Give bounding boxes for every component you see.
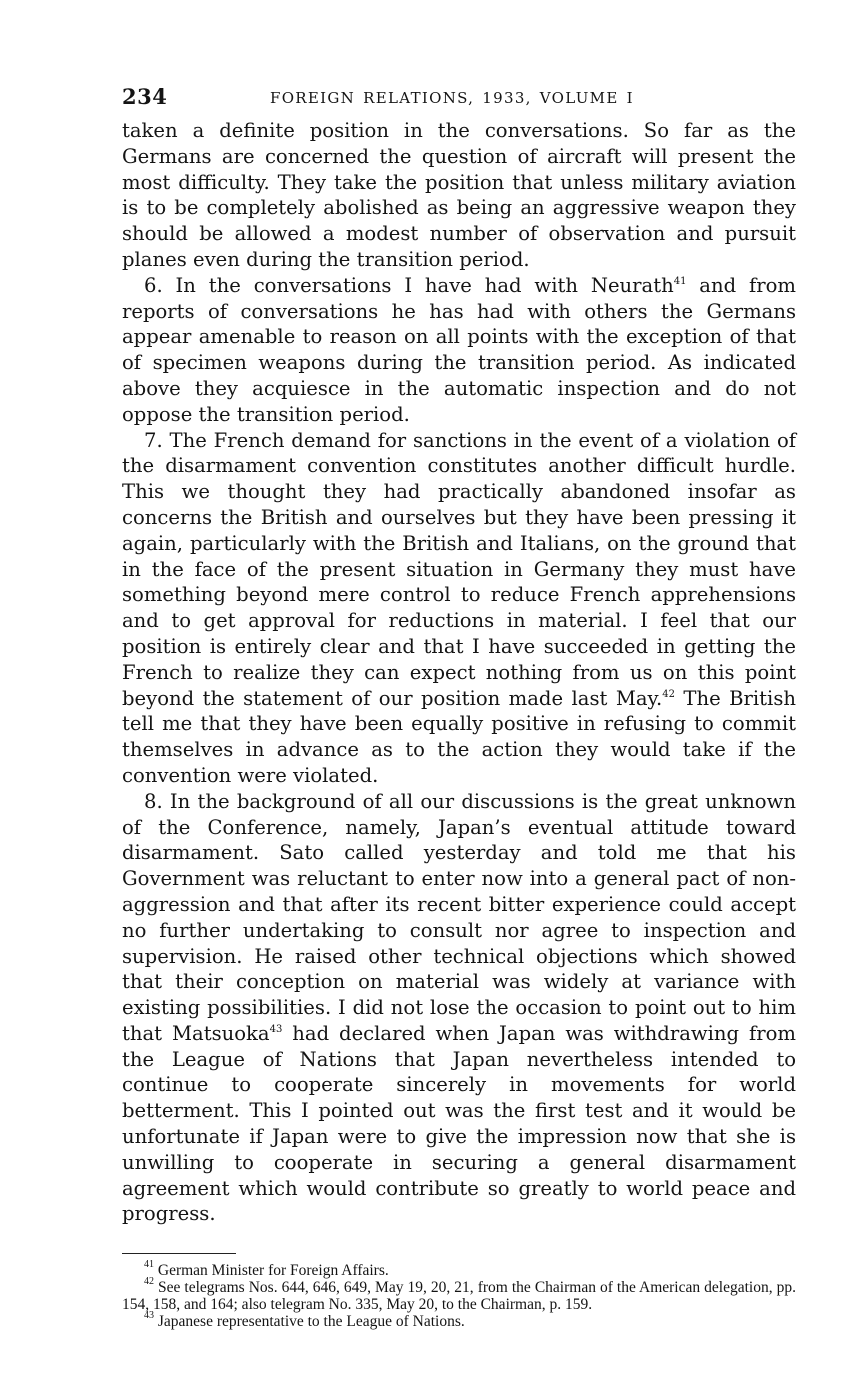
footnote-text: See telegrams Nos. 644, 646, 649, May 19, 20, 21, from the Chairman of the American delegation, pp. 154, 158, and 164; also telegram No. 335, May 20, to the Chairman, p. 159.	[122, 1279, 796, 1313]
footnote-mark: 42	[144, 1276, 154, 1288]
paragraph-text: taken a definite position in the conversations. So far as the Germans are concerned the question of aircraft will present the most difficulty. They take the position that unless military aviation is to be completely abolished as being an aggressive weapon they should be allowed a modest number of observation and pursuit planes even during the transition period.	[122, 119, 796, 271]
paragraph-continued	[122, 118, 796, 273]
footnote-mark: 43	[144, 1309, 154, 1321]
page-number: 234	[122, 84, 168, 109]
running-head: FOREIGN RELATIONS, 1933, VOLUME I	[270, 89, 634, 107]
page-header	[122, 84, 796, 118]
paragraph-7	[122, 428, 796, 789]
footnote-43	[122, 1309, 796, 1331]
footnote-text: German Minister for Foreign Affairs.	[154, 1262, 389, 1280]
body-text	[122, 118, 796, 1227]
paragraph-8	[122, 789, 796, 1228]
footnote-mark: 41	[144, 1259, 154, 1271]
footnote-reference: 42	[662, 688, 675, 700]
footnote-text: Japanese representative to the League of Nations.	[154, 1312, 465, 1330]
footnote-divider	[122, 1253, 236, 1254]
paragraph-text: and from reports of conversations he has had with others the Germans appear amenable to reason on all points with the exception of that of specimen weapons during the transition period. As indicated above they acquiesce in the automatic inspection and do not oppose the transition period.	[122, 273, 796, 426]
footnote-reference: 41	[673, 275, 687, 287]
paragraph-text: The British tell me that they have been equally positive in refusing to commit themselves in advance as to the action they would take if the convention were violated.	[122, 686, 797, 787]
footnotes	[122, 1259, 796, 1330]
footnote-42	[122, 1276, 796, 1314]
footnote-reference: 43	[269, 1023, 283, 1035]
paragraph-text: 7. The French demand for sanctions in the event of a violation of the disarmament convention constitutes another difficult hurdle. This we thought they had practically abandoned insofar as concerns the British and ourselves but they have been pressing it again, particularly with the British and Italians, on the ground that in the face of the present situation in Germany they must have something beyond mere control to reduce French apprehensions and to get approval for reductions in material. I feel that our position is entirely clear and that I have succeeded in getting the French to realize they can expect nothing from us on this point beyond the statement of our position made last May.	[122, 428, 796, 710]
footnote-41	[122, 1259, 796, 1280]
document-page	[122, 84, 796, 1330]
paragraph-text: 8. In the background of all our discussions is the great unknown of the Conference, namely, Japan’s eventual attitude toward disarmament. Sato called yesterday and told me that his Government was reluctant to enter now into a general pact of non-aggression and that after its recent bitter experience could accept no further undertaking to consult nor agree to inspection and supervision. He raised other technical objections which showed that their conception on material was widely at variance with existing possibilities. I did not lose the occasion to point out to him that Matsuoka	[122, 789, 796, 1045]
paragraph-text: had declared when Japan was withdrawing from the League of Nations that Japan nevertheless intended to continue to cooperate sincerely in movements for world betterment. This I pointed out was the first test and it would be unfortunate if Japan were to give the impression now that she is unwilling to cooperate in securing a general disarmament agreement which would contribute so greatly to world peace and progress.	[122, 1021, 797, 1226]
paragraph-text: 6. In the conversations I have had with Neurath	[144, 273, 674, 297]
paragraph-6	[122, 273, 796, 428]
